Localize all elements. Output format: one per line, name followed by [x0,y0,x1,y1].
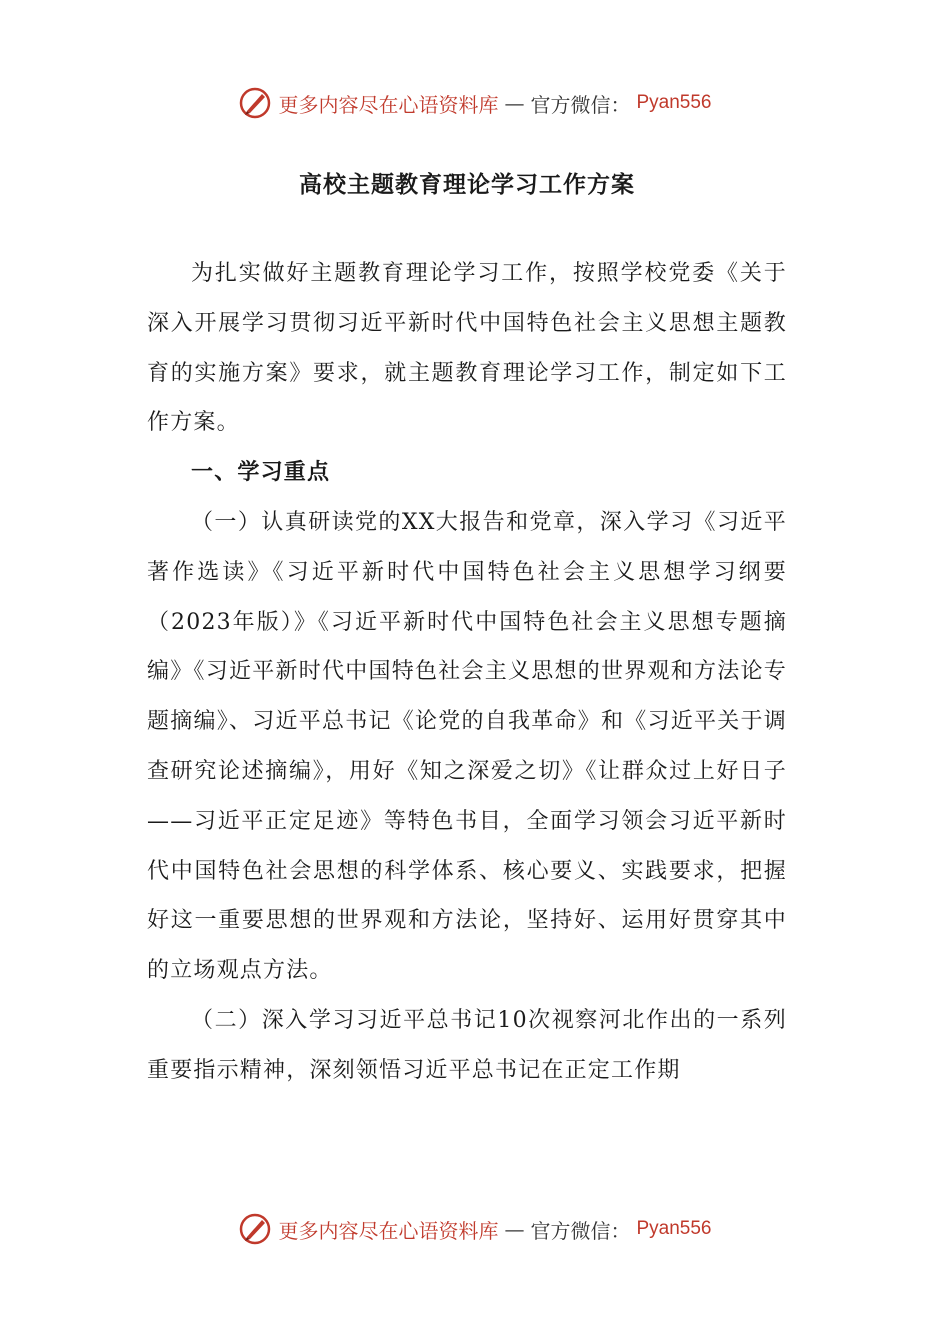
watermark-wechat-label: 官方微信： [530,1218,631,1243]
watermark-banner-top [0,86,950,120]
document-title: 高校主题教育理论学习工作方案 [299,171,635,198]
watermark-banner-bottom [0,1212,950,1246]
item-paragraph-2: （二）深入学习习近平总书记10次视察河北作出的一系列重要指示精神，深刻领悟习近平总书记在正定工作期 [147,1007,787,1083]
pen-logo-icon [238,1212,272,1246]
intro-paragraph: 为扎实做好主题教育理论学习工作，按照学校党委《关于深入开展学习贯彻习近平新时代中国特色社会主义思想主题教育的实施方案》要求，就主题教育理论学习工作，制定如下工作方案。 [147,261,787,436]
pen-logo-icon [238,86,272,120]
watermark-dash: — [504,91,525,115]
watermark-text: 更多内容尽在心语资料库 [278,92,499,117]
section-heading: 一、学习重点 [191,459,331,486]
watermark-wechat-id: Pyan556 [636,92,712,113]
watermark-wechat-label: 官方微信： [530,92,631,117]
watermark-wechat-id: Pyan556 [636,1218,712,1239]
watermark-dash: — [504,1217,525,1241]
watermark-text: 更多内容尽在心语资料库 [278,1218,499,1243]
document-body [147,166,787,1096]
item-paragraph-1: （一）认真研读党的XX大报告和党章，深入学习《习近平著作选读》《习近平新时代中国特色社会主义思想学习纲要（2023年版）》《习近平新时代中国特色社会主义思想专题摘编》《习近平新时代中国特色社会主义思想的世界观和方法论专题摘编》、习近平总书记《论党的自我革命》和《习近平关于调查研究论述摘编》，用好《知之深爱之切》《让群众过上好日子——习近平正定足迹》等特色书目，全面学习领会习近平新时代中国特色社会思想的科学体系、核心要义、实践要求，把握好这一重要思想的世界观和方法论，坚持好、运用好贯穿其中的立场观点方法。 [147,509,787,984]
